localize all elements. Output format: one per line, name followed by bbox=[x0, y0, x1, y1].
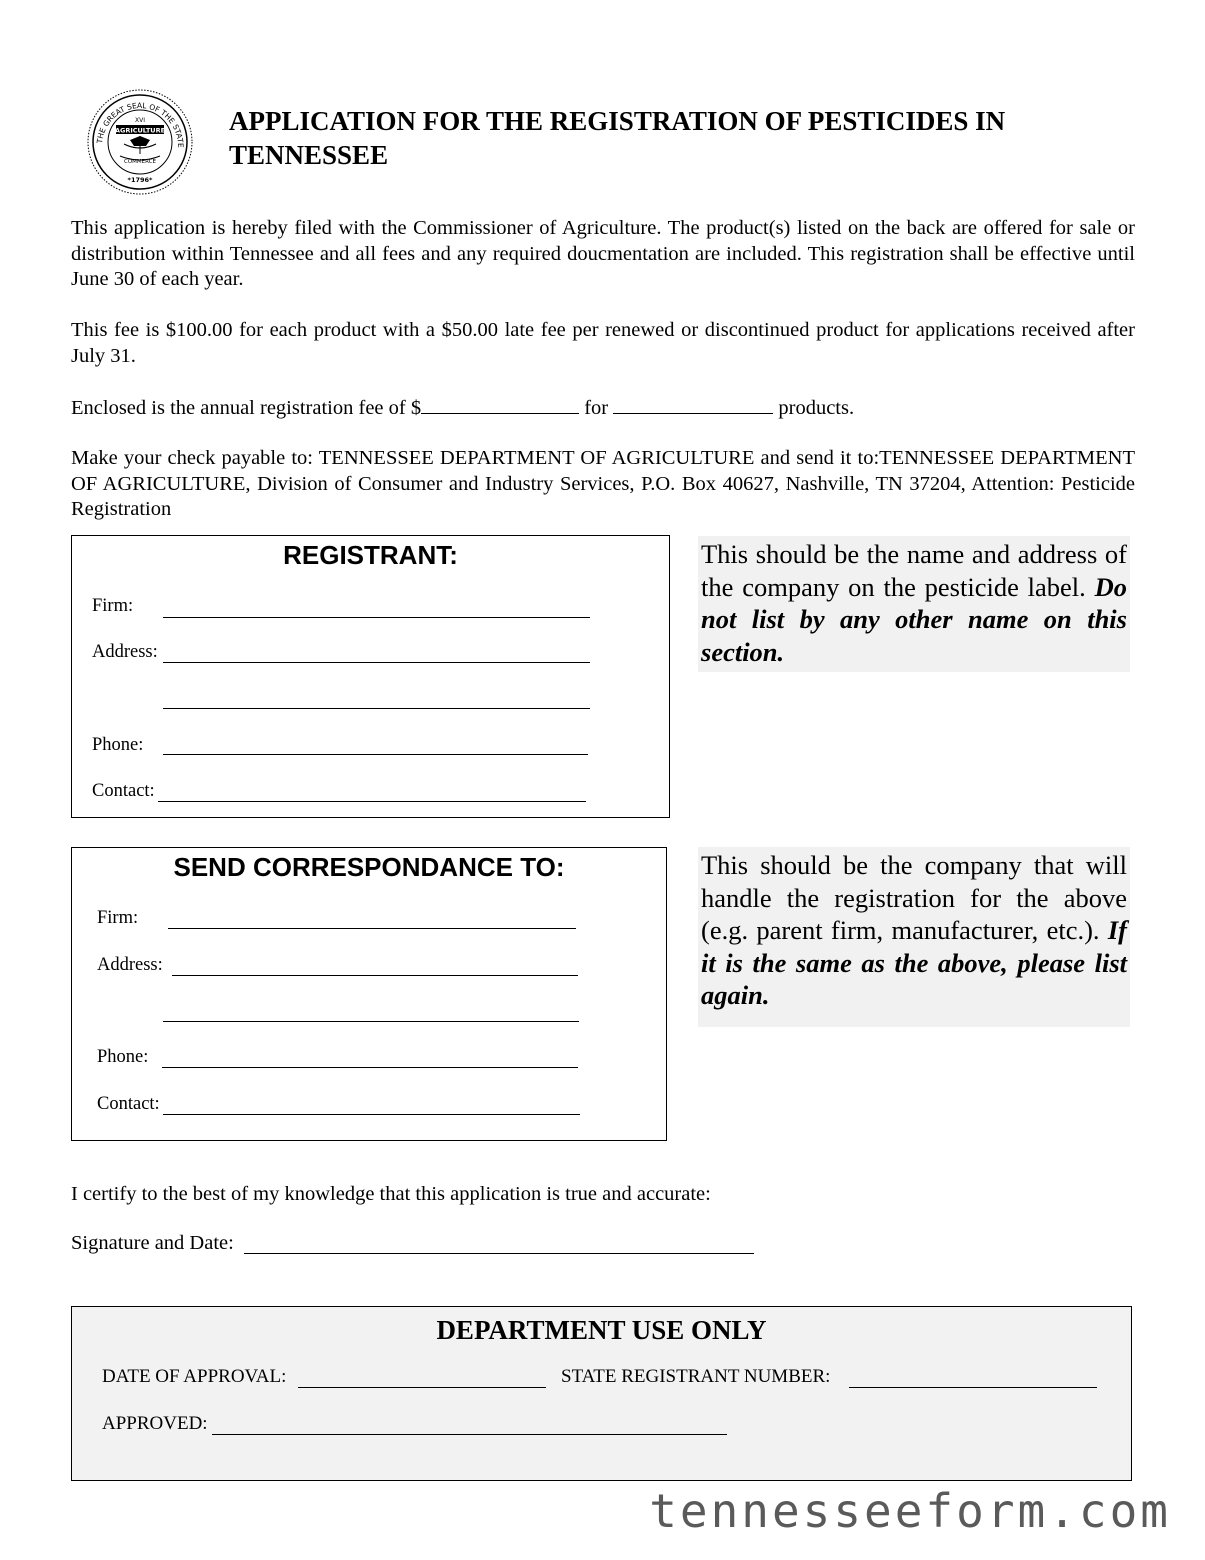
correspondence-note-emphasis: If it is the same as the above, please list again. bbox=[701, 915, 1127, 1010]
svg-text:*1796*: *1796* bbox=[127, 176, 153, 184]
fee-paragraph: This fee is $100.00 for each product with a $50.00 late fee per renewed or discontinued product for applications received after July 31. bbox=[71, 319, 1135, 367]
correspondence-contact-field[interactable] bbox=[163, 1114, 580, 1115]
fee-enclosed-line bbox=[71, 395, 1135, 422]
intro-paragraph: This application is hereby filed with the Commissioner of Agriculture. The product(s) listed on the back are offered for sale or distribution within Tennessee and all fees and any required doucmentation are included. This registration shall be effective until June 30 of each year. bbox=[71, 217, 1135, 290]
watermark-text: tennesseeform.com bbox=[649, 1484, 1171, 1538]
approved-label: APPROVED: bbox=[102, 1413, 208, 1434]
approval-date-field[interactable] bbox=[298, 1387, 546, 1388]
page-title: APPLICATION FOR THE REGISTRATION OF PESTICIDES IN TENNESSEE bbox=[229, 106, 1006, 170]
approved-field[interactable] bbox=[212, 1434, 727, 1435]
correspondence-address-field-2[interactable] bbox=[163, 1021, 579, 1022]
correspondence-address-field-1[interactable] bbox=[172, 975, 578, 976]
registrant-title: REGISTRANT: bbox=[283, 540, 458, 570]
fee-amount-field[interactable] bbox=[421, 395, 579, 414]
fee-for-text: for bbox=[579, 397, 614, 419]
correspondence-note-text: This should be the company that will handle the registration for the above (e.g. parent firm, manufacturer, etc.). bbox=[701, 850, 1127, 945]
registrant-section bbox=[71, 535, 670, 818]
registrant-address-label: Address: bbox=[92, 642, 158, 662]
registrant-contact-field[interactable] bbox=[158, 801, 586, 802]
correspondence-phone-field[interactable] bbox=[162, 1067, 578, 1068]
department-title: DEPARTMENT USE ONLY bbox=[436, 1315, 767, 1345]
signature-date-field[interactable] bbox=[244, 1253, 754, 1254]
approval-date-label: DATE OF APPROVAL: bbox=[102, 1366, 287, 1387]
registrant-note-emphasis: Do not list by any other name on this section. bbox=[701, 571, 1127, 667]
product-count-field[interactable] bbox=[613, 395, 773, 414]
registrant-phone-label: Phone: bbox=[92, 735, 144, 755]
registrant-firm-label: Firm: bbox=[92, 596, 134, 616]
registrant-number-label: STATE REGISTRANT NUMBER: bbox=[561, 1366, 831, 1387]
registrant-contact-label: Contact: bbox=[92, 781, 155, 801]
state-seal-logo bbox=[84, 88, 196, 196]
correspondence-firm-label: Firm: bbox=[97, 908, 139, 928]
svg-text:THE GREAT SEAL OF THE STATE OF: THE GREAT SEAL OF THE STATE bbox=[95, 100, 186, 148]
registrant-number-field[interactable] bbox=[849, 1387, 1097, 1388]
correspondence-firm-field[interactable] bbox=[168, 928, 576, 929]
correspondence-phone-label: Phone: bbox=[97, 1047, 149, 1067]
registrant-note bbox=[698, 536, 1130, 672]
payment-instructions: Make your check payable to: TENNESSEE DEPARTMENT OF AGRICULTURE and send it to:TENNESSEE DEPARTMENT OF AGRICULTURE, Division of Consumer and Industry Services, P.O. Box 40627, Nashville, TN 37204, Attention: Pesticide Registration bbox=[71, 447, 1135, 520]
correspondence-contact-label: Contact: bbox=[97, 1094, 160, 1114]
svg-text:COMMERCE: COMMERCE bbox=[124, 159, 156, 165]
correspondence-section bbox=[71, 847, 667, 1141]
correspondence-note bbox=[698, 847, 1130, 1027]
svg-text:AGRICULTURE: AGRICULTURE bbox=[114, 126, 166, 135]
signature-label: Signature and Date: bbox=[71, 1232, 234, 1254]
correspondence-title: SEND CORRESPONDANCE TO: bbox=[173, 852, 565, 882]
correspondence-address-label: Address: bbox=[97, 955, 163, 975]
registrant-firm-field[interactable] bbox=[163, 617, 590, 618]
registrant-phone-field[interactable] bbox=[163, 754, 588, 755]
certification-statement: I certify to the best of my knowledge that this application is true and accurate: bbox=[71, 1183, 711, 1205]
registrant-address-field-2[interactable] bbox=[163, 708, 590, 709]
products-text: products. bbox=[773, 397, 855, 419]
department-use-section bbox=[71, 1306, 1132, 1481]
registrant-address-field-1[interactable] bbox=[163, 662, 590, 663]
fee-enclosed-text: Enclosed is the annual registration fee of $ bbox=[71, 397, 422, 419]
registrant-note-text: This should be the name and address of the company on the pesticide label. bbox=[701, 539, 1127, 602]
svg-text:XVI: XVI bbox=[135, 117, 145, 124]
